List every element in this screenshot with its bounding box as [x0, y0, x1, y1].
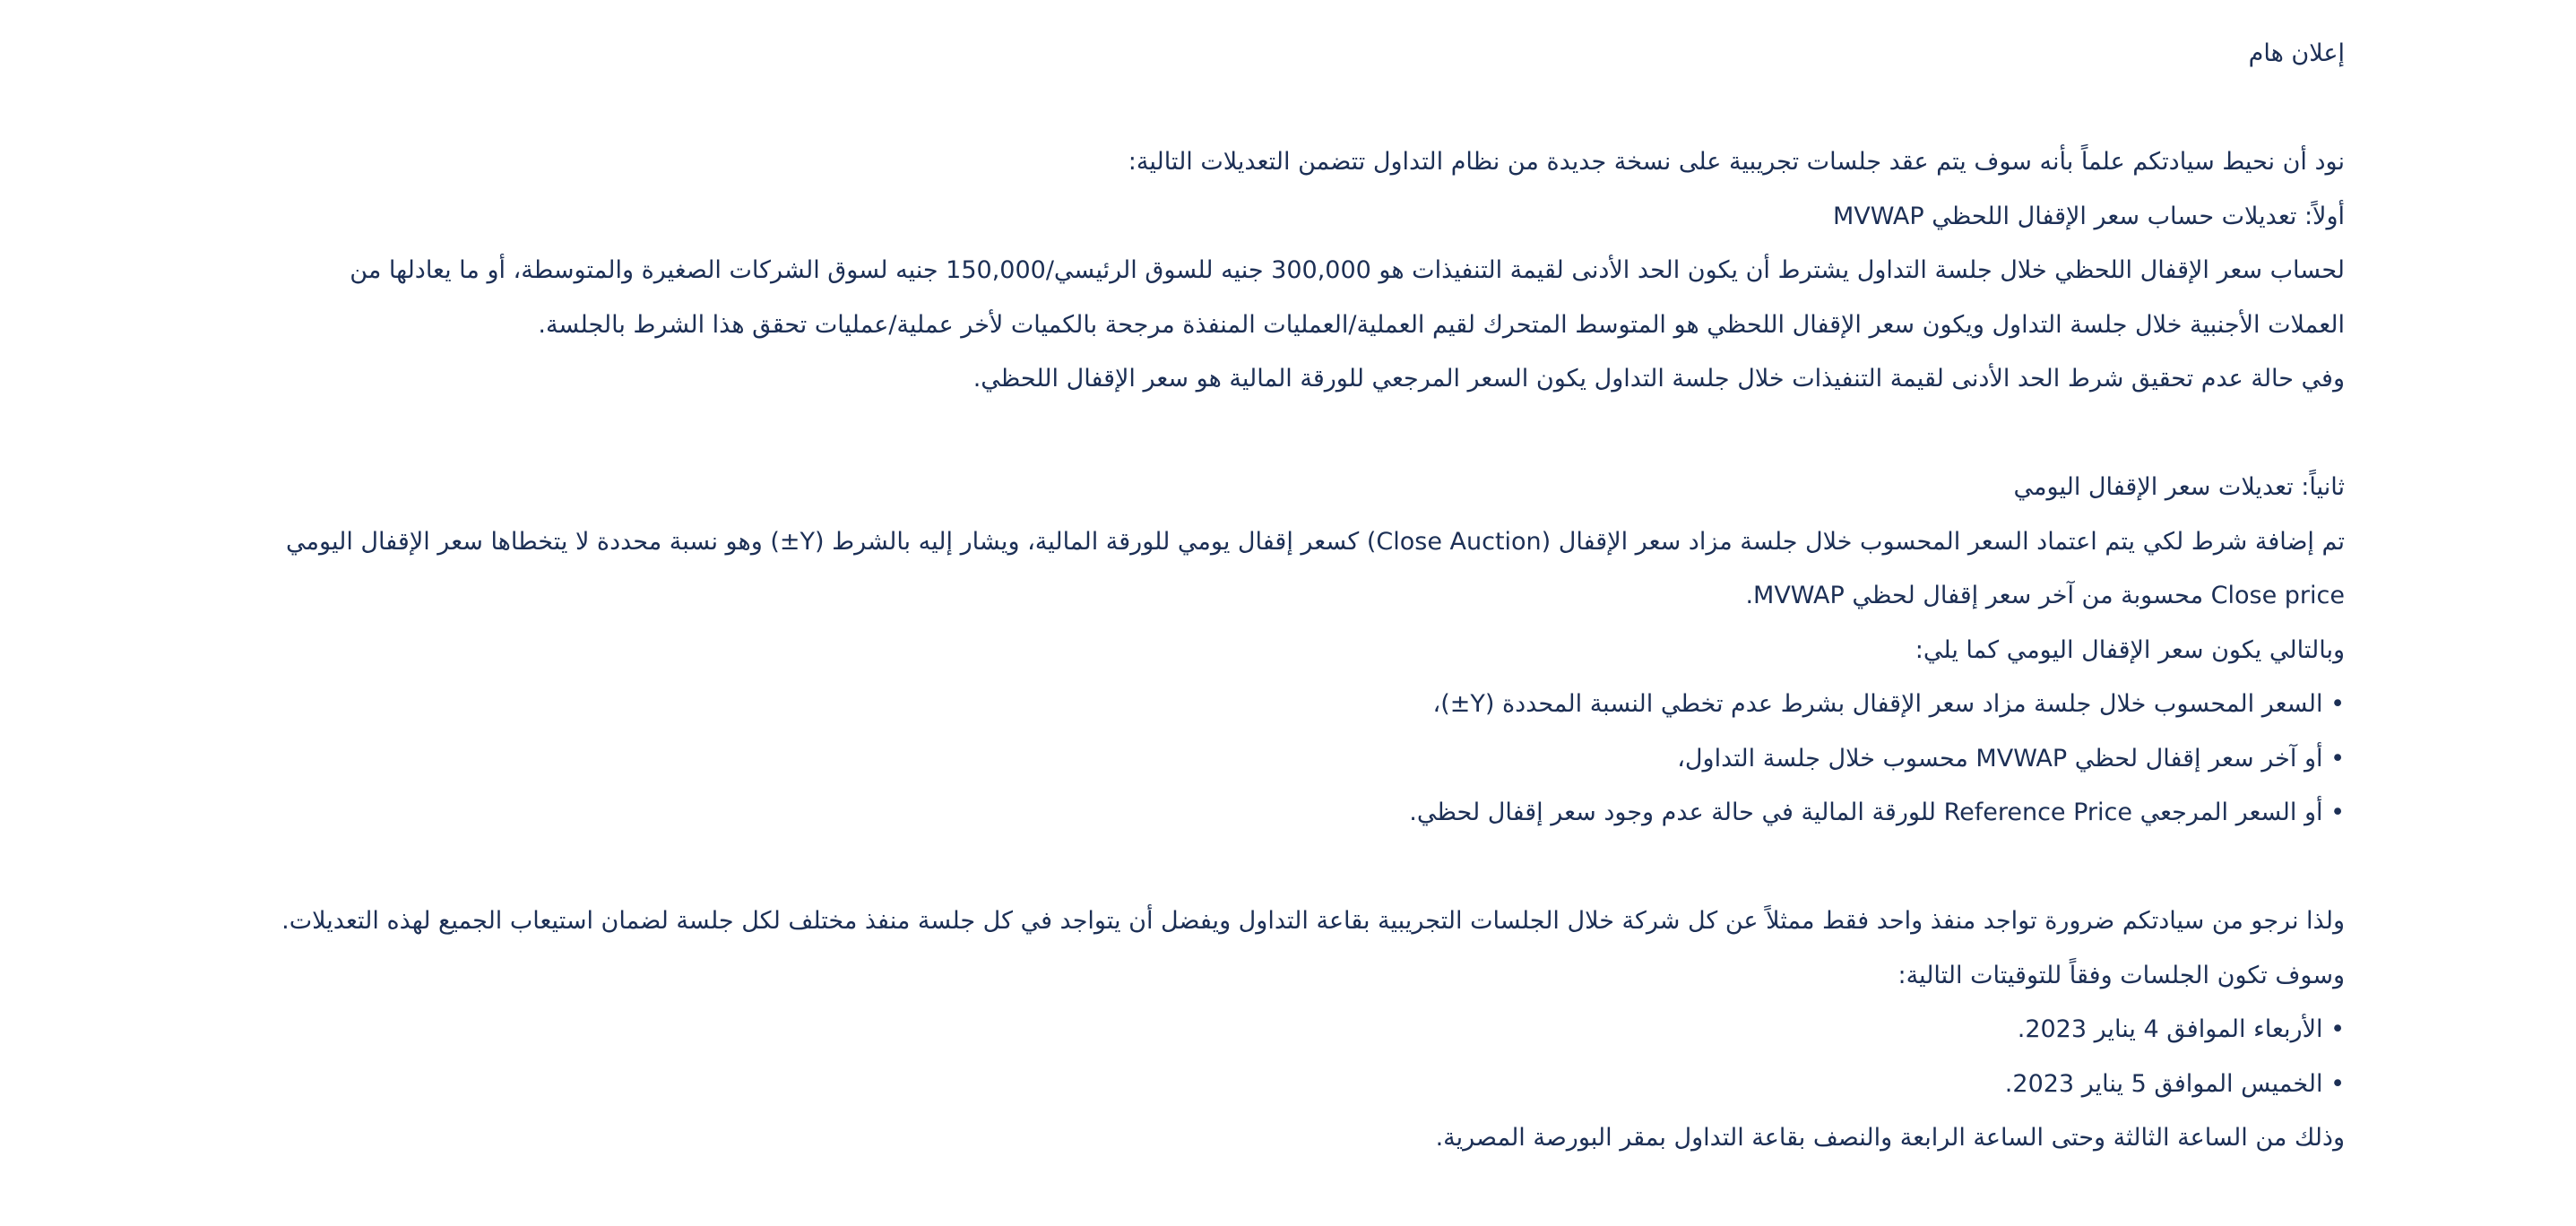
closing-request: ولذا نرجو من سيادتكم ضرورة تواجد منفذ واحد فقط ممثلاً عن كل شركة خلال الجلسات التجريبية بقاعة التداول ويفضل أن يتواجد في كل جلسة منفذ مختلف لكل جلسة لضمان استيعاب الجميع لهذه التعديلات. — [281, 907, 2345, 935]
paragraph-spacer — [265, 841, 2345, 895]
section1-body: لحساب سعر الإقفال اللحظي خلال جلسة التداول يشترط أن يكون الحد الأدنى لقيمة التنفيذات هو 300,000 جنيه للسوق الرئيسي/150,000 جنيه لسوق الشركات الصغيرة والمتوسطة، أو ما يعادلها من العملات الأجنبية خلال جلسة التداول ويكون سعر الإقفال اللحظي هو المتوسط المتحرك لقيم العملية/العمليات المنفذة مرجحة بالكميات لأخر عملية/عمليات تحقق هذا الشرط بالجلسة. — [350, 256, 2345, 339]
section2-lead: وبالتالي يكون سعر الإقفال اليومي كما يلي: — [1915, 635, 2345, 664]
announcement-body — [265, 27, 2345, 1166]
closing-price-bullet: • أو السعر المرجعي Reference Price للورقة المالية في حالة عدم وجود سعر إقفال لحظي. — [265, 786, 2345, 841]
section1-fallback: وفي حالة عدم تحقيق شرط الحد الأدنى لقيمة التنفيذات خلال جلسة التداول يكون السعر المرجعي للورقة المالية هو سعر الإقفال اللحظي. — [972, 365, 2345, 393]
section2-heading: ثانياً: تعديلات سعر الإقفال اليومي — [2013, 473, 2345, 501]
paragraph-spacer — [265, 407, 2345, 462]
paragraph-spacer — [265, 82, 2345, 136]
section2-body: تم إضافة شرط لكي يتم اعتماد السعر المحسوب خلال جلسة مزاد سعر الإقفال (Close Auction) كسعر إقفال يومي للورقة المالية، ويشار إليه بالشرط (Y±) وهو نسبة محددة لا يتخطاها سعر الإقفال اليومي Close price محسوبة من آخر سعر إقفال لحظي MVWAP. — [286, 527, 2345, 609]
session-date-bullet: • الأربعاء الموافق 4 يناير 2023. — [265, 1003, 2345, 1058]
schedule-lead: وسوف تكون الجلسات وفقاً للتوقيتات التالية: — [1897, 961, 2345, 989]
closing-price-bullet: • أو آخر سعر إقفال لحظي MVWAP محسوب خلال جلسة التداول، — [265, 732, 2345, 787]
session-date-bullet: • الخميس الموافق 5 يناير 2023. — [265, 1058, 2345, 1112]
session-time-place: وذلك من الساعة الثالثة وحتى الساعة الرابعة والنصف بقاعة التداول بمقر البورصة المصرية. — [1435, 1124, 2345, 1152]
announcement-title: إعلان هام — [2248, 39, 2345, 67]
closing-price-bullet: • السعر المحسوب خلال جلسة مزاد سعر الإقفال بشرط عدم تخطي النسبة المحددة (Y±)، — [265, 678, 2345, 732]
intro-paragraph: نود أن نحيط سيادتكم علماً بأنه سوف يتم عقد جلسات تجريبية على نسخة جديدة من نظام التداول تتضمن التعديلات التالية: — [1128, 148, 2345, 176]
section1-heading: أولاً: تعديلات حساب سعر الإقفال اللحظي MVWAP — [1832, 202, 2345, 230]
